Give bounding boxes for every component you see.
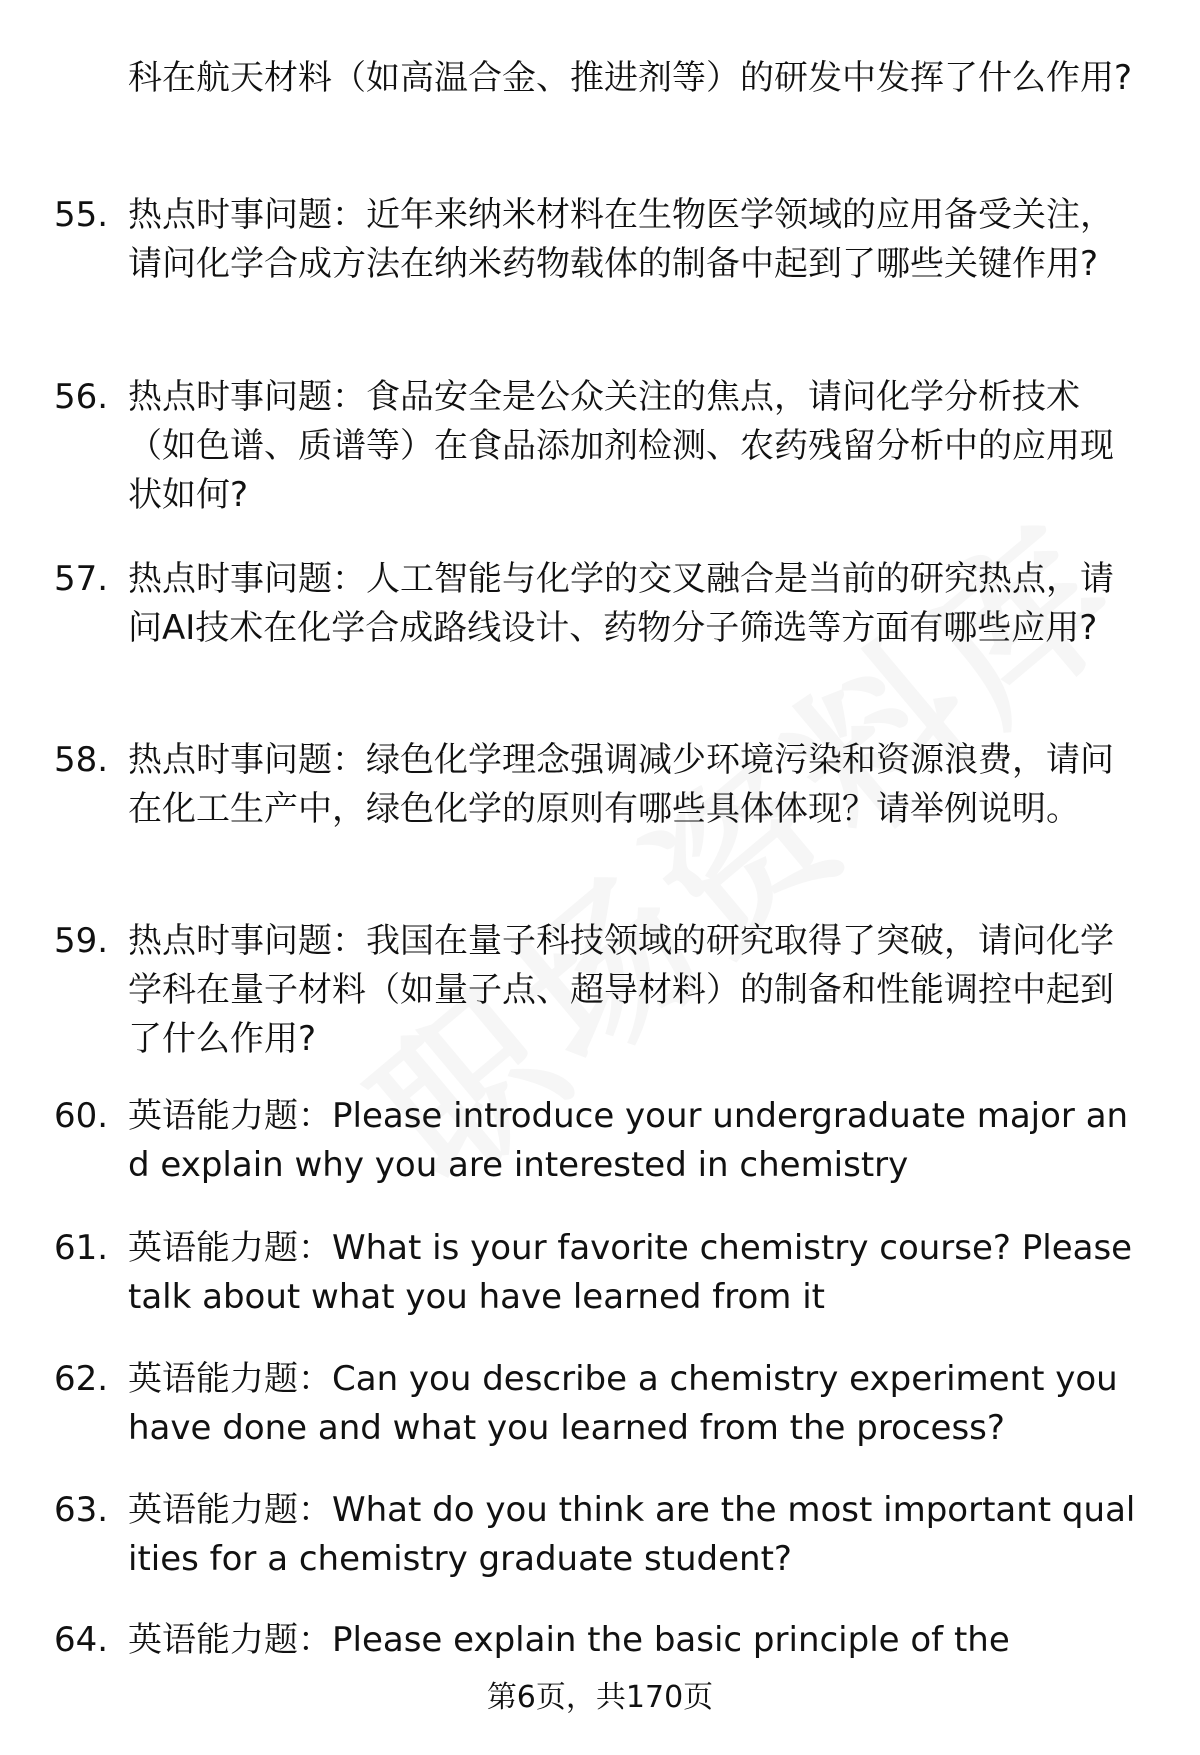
- item-text: 热点时事问题：食品安全是公众关注的焦点，请问化学分析技术（如色谱、质谱等）在食品添加剂检测、农药残留分析中的应用现状如何?: [128, 377, 1114, 515]
- item-number: 63.: [54, 1490, 109, 1530]
- item-text: 热点时事问题：绿色化学理念强调减少环境污染和资源浪费，请问在化工生产中，绿色化学的原则有哪些具体体现？请举例说明。: [128, 740, 1114, 829]
- item-text: 热点时事问题：近年来纳米材料在生物医学领域的应用备受关注，请问化学合成方法在纳米药物载体的制备中起到了哪些关键作用?: [128, 195, 1114, 284]
- item-number: 56.: [54, 377, 109, 417]
- item-text: 英语能力题：Please introduce your undergraduate major and explain why you are interested in chemistry: [128, 1096, 1129, 1185]
- item-number: 58.: [54, 740, 109, 780]
- item-number: 57.: [54, 559, 109, 599]
- item-number: 64.: [54, 1620, 109, 1660]
- item-number: 55.: [54, 195, 109, 235]
- item-text: 热点时事问题：我国在量子科技领域的研究取得了突破，请问化学学科在量子材料（如量子点、超导材料）的制备和性能调控中起到了什么作用?: [128, 921, 1114, 1059]
- item-number: 62.: [54, 1359, 109, 1399]
- item-text: 英语能力题：What is your favorite chemistry course? Please talk about what you have learned from it: [128, 1228, 1133, 1317]
- item-number: 60.: [54, 1096, 109, 1136]
- item-text: 英语能力题：Can you describe a chemistry experiment you have done and what you learned from the process?: [128, 1359, 1118, 1448]
- item-text: 英语能力题：Please explain the basic principle of the: [128, 1620, 1010, 1660]
- item-text: 科在航天材料（如高温合金、推进剂等）的研发中发挥了什么作用?: [128, 58, 1133, 98]
- page-footer: 第6页，共170页: [486, 1680, 714, 1715]
- item-text: 热点时事问题：人工智能与化学的交叉融合是当前的研究热点，请问AI技术在化学合成路线设计、药物分子筛选等方面有哪些应用?: [128, 559, 1114, 648]
- item-text: 英语能力题：What do you think are the most important qualities for a chemistry graduate student?: [128, 1490, 1136, 1579]
- item-number: 59.: [54, 921, 109, 961]
- item-number: 61.: [54, 1228, 109, 1268]
